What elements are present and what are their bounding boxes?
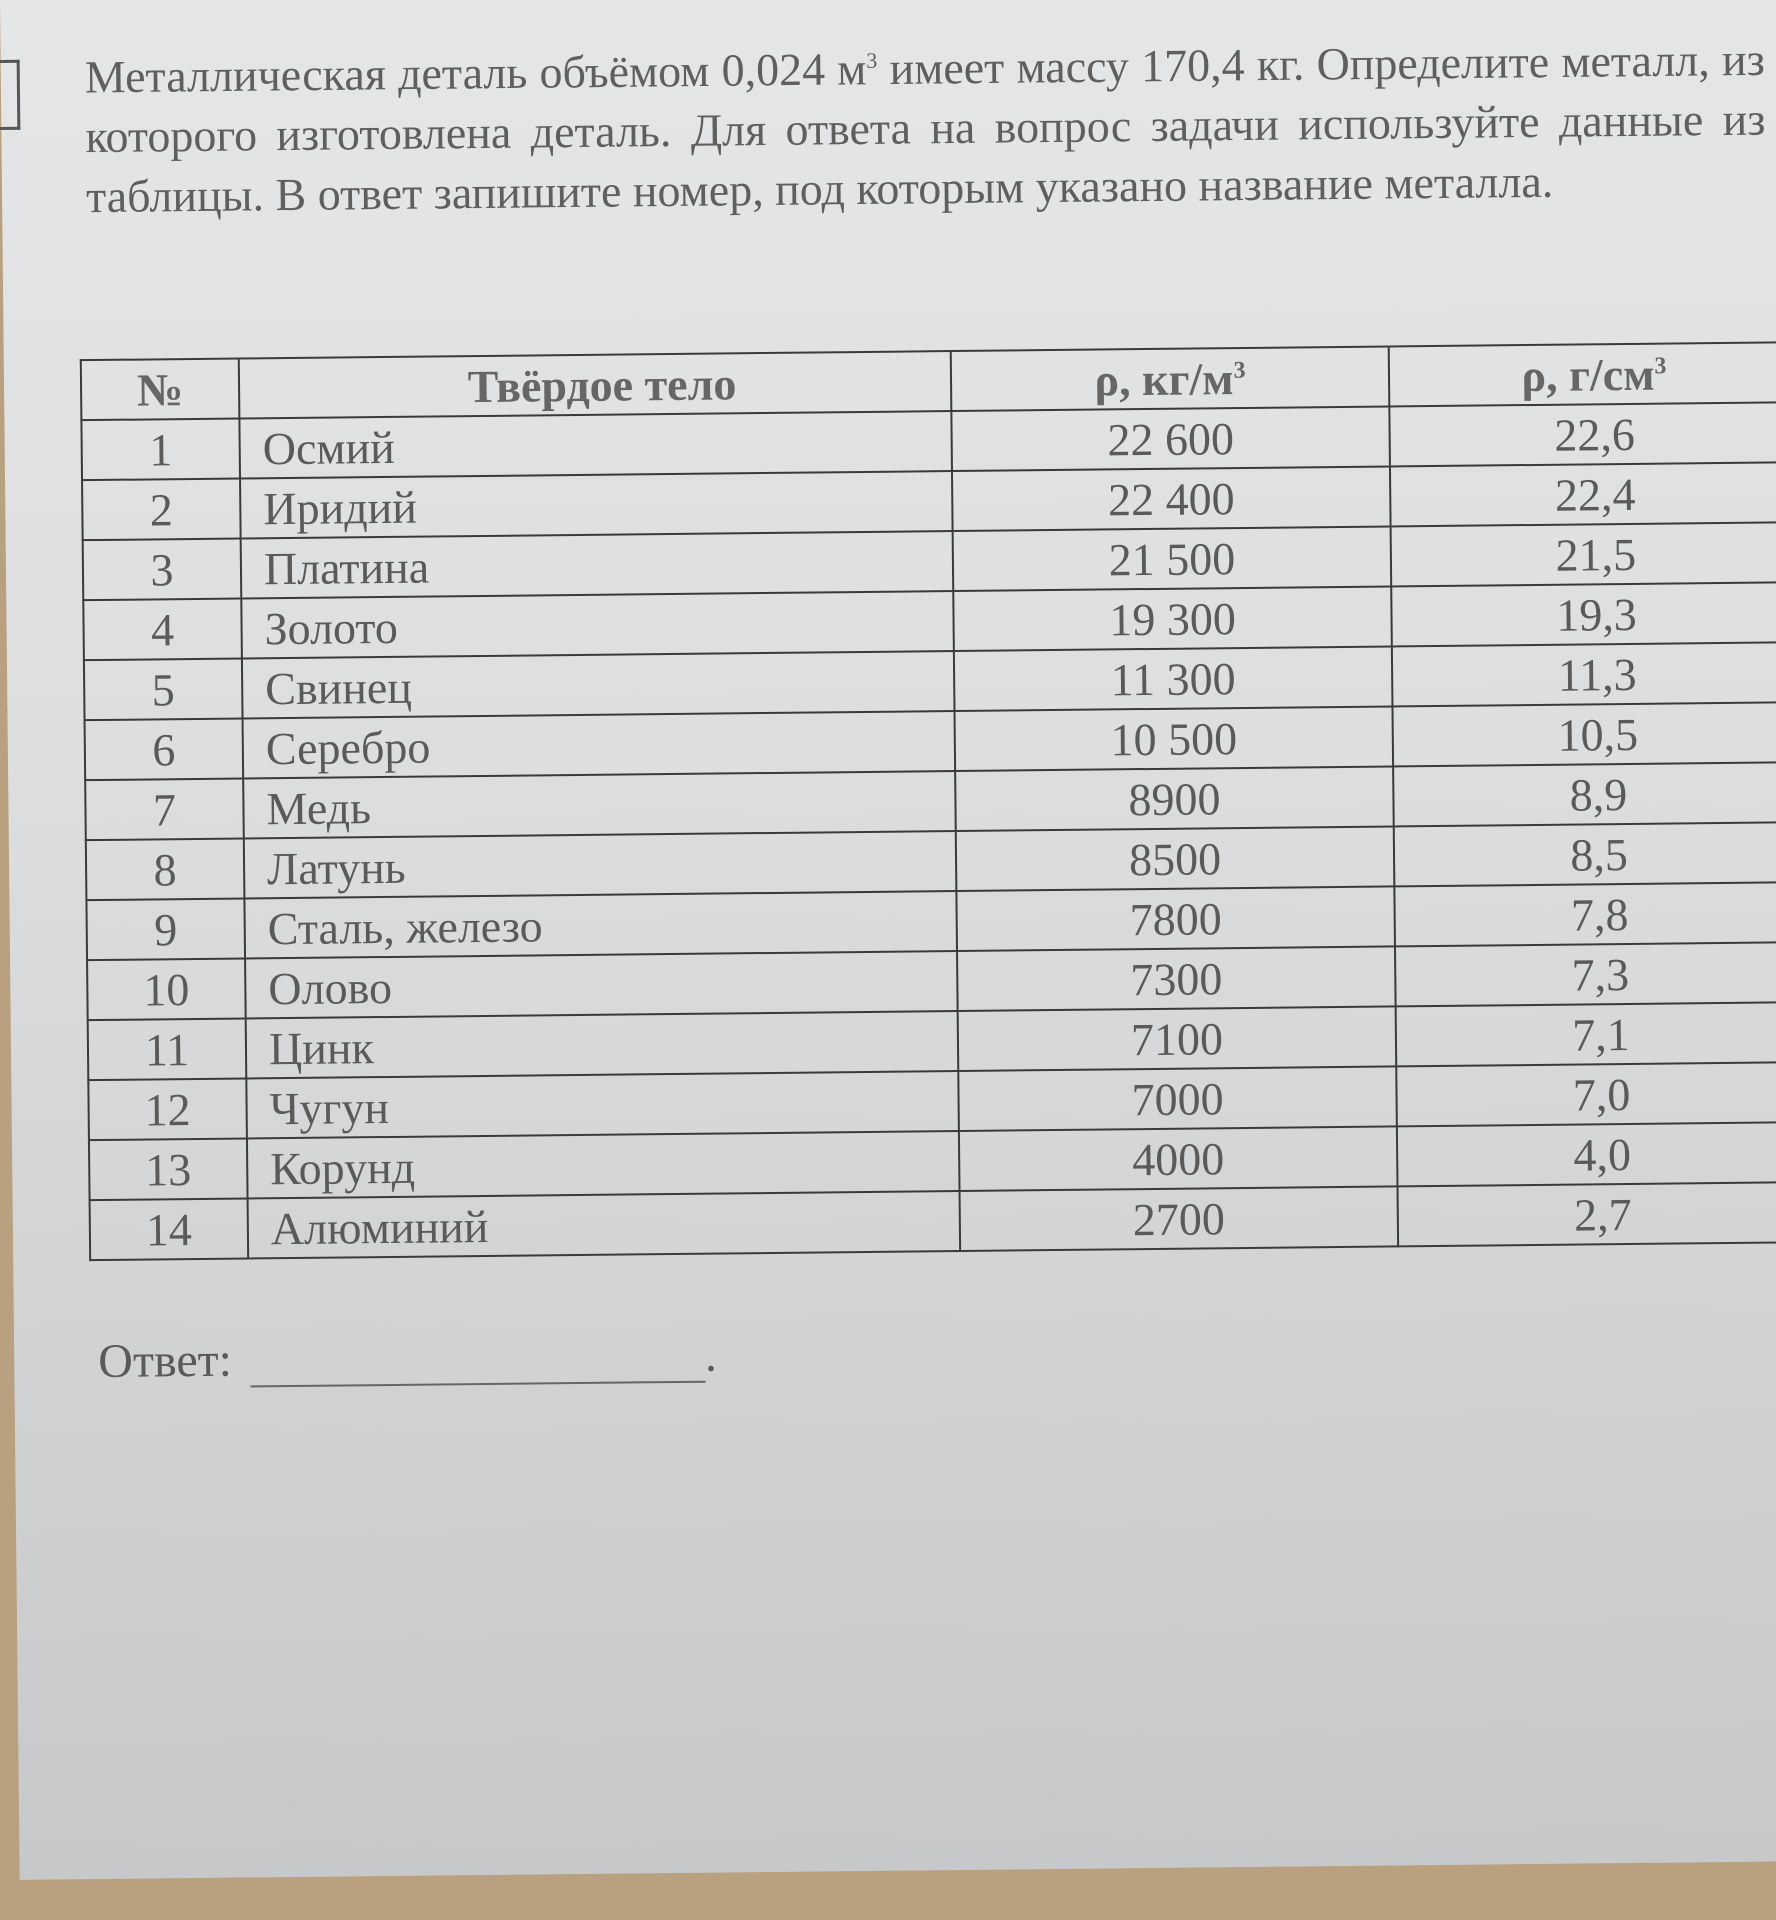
row-solid-name: Чугун bbox=[246, 1071, 959, 1138]
row-density-kg: 22 600 bbox=[951, 406, 1390, 471]
problem-statement bbox=[84, 22, 1766, 228]
header-density-kg bbox=[951, 346, 1390, 411]
row-density-g: 19,3 bbox=[1391, 582, 1776, 646]
answer-area bbox=[98, 1328, 717, 1389]
row-density-kg: 10 500 bbox=[954, 706, 1393, 771]
density-table bbox=[80, 341, 1776, 1261]
row-density-kg: 8900 bbox=[955, 766, 1394, 831]
row-solid-name: Алюминий bbox=[248, 1191, 961, 1258]
row-number: 13 bbox=[89, 1138, 248, 1200]
row-density-g: 2,7 bbox=[1398, 1182, 1776, 1246]
row-solid-name: Корунд bbox=[247, 1131, 960, 1198]
row-number: 14 bbox=[90, 1198, 249, 1260]
row-number: 3 bbox=[83, 539, 242, 601]
row-solid-name: Цинк bbox=[246, 1011, 959, 1078]
row-solid-name: Иридий bbox=[240, 471, 953, 538]
header-density-g-label: ρ, г/см bbox=[1521, 348, 1655, 401]
row-density-kg: 7300 bbox=[957, 946, 1396, 1011]
problem-text-start: Металлическая деталь объёмом 0,024 м bbox=[84, 43, 867, 103]
row-density-kg: 19 300 bbox=[953, 586, 1392, 651]
row-density-g: 21,5 bbox=[1391, 522, 1776, 586]
row-density-kg: 22 400 bbox=[952, 466, 1391, 531]
row-density-g: 7,3 bbox=[1395, 942, 1776, 1006]
header-density-kg-exponent: 3 bbox=[1233, 357, 1246, 384]
problem-text-rest: имеет массу 170,4 кг. Определите металл, из которого изготовлена деталь. Для ответа на вопрос задачи используйте данные из таблицы. В ответ запишите номер, под которым указано название металла. bbox=[85, 33, 1766, 223]
table-body bbox=[81, 402, 1776, 1260]
row-density-kg: 7000 bbox=[958, 1066, 1397, 1131]
row-density-g: 10,5 bbox=[1392, 702, 1776, 766]
row-number: 12 bbox=[88, 1078, 247, 1140]
row-solid-name: Свинец bbox=[242, 651, 955, 718]
row-density-kg: 7100 bbox=[958, 1006, 1397, 1071]
answer-blank-line[interactable] bbox=[250, 1345, 705, 1388]
row-density-kg: 21 500 bbox=[953, 526, 1392, 591]
answer-label: Ответ: bbox=[97, 1333, 233, 1389]
row-density-g: 7,0 bbox=[1396, 1062, 1776, 1126]
row-density-kg: 2700 bbox=[960, 1186, 1399, 1251]
row-density-g: 4,0 bbox=[1397, 1122, 1776, 1186]
row-density-kg: 8500 bbox=[956, 826, 1395, 891]
row-solid-name: Медь bbox=[243, 771, 956, 838]
row-density-g: 7,8 bbox=[1394, 882, 1776, 946]
task-number-box bbox=[0, 60, 20, 130]
row-number: 9 bbox=[86, 898, 245, 960]
row-density-kg: 7800 bbox=[956, 886, 1395, 951]
row-density-g: 8,5 bbox=[1394, 822, 1776, 886]
row-number: 1 bbox=[81, 419, 240, 481]
row-number: 8 bbox=[86, 838, 245, 900]
header-density-kg-label: ρ, кг/м bbox=[1094, 352, 1234, 406]
header-solid: Твёрдое тело bbox=[239, 351, 952, 418]
row-number: 4 bbox=[83, 599, 242, 661]
header-number: № bbox=[81, 359, 240, 421]
row-density-g: 22,4 bbox=[1390, 462, 1776, 526]
row-solid-name: Латунь bbox=[244, 831, 957, 898]
row-density-kg: 11 300 bbox=[954, 646, 1393, 711]
row-solid-name: Осмий bbox=[239, 411, 952, 478]
row-solid-name: Золото bbox=[241, 591, 954, 658]
header-density-g-exponent: 3 bbox=[1654, 352, 1667, 379]
row-density-g: 11,3 bbox=[1392, 642, 1776, 706]
row-number: 7 bbox=[85, 778, 244, 840]
row-density-g: 7,1 bbox=[1396, 1002, 1776, 1066]
row-density-g: 8,9 bbox=[1393, 762, 1776, 826]
problem-exponent: 3 bbox=[866, 47, 878, 73]
row-density-g: 22,6 bbox=[1389, 402, 1776, 466]
row-number: 2 bbox=[82, 479, 241, 541]
row-number: 11 bbox=[88, 1018, 247, 1080]
row-number: 6 bbox=[85, 718, 244, 780]
row-solid-name: Сталь, железо bbox=[244, 891, 957, 958]
header-density-g bbox=[1389, 342, 1776, 406]
answer-end: . bbox=[704, 1328, 718, 1382]
row-number: 10 bbox=[87, 958, 246, 1020]
row-solid-name: Олово bbox=[245, 951, 958, 1018]
row-number: 5 bbox=[84, 659, 243, 721]
row-solid-name: Платина bbox=[241, 531, 954, 598]
row-solid-name: Серебро bbox=[243, 711, 956, 778]
row-density-kg: 4000 bbox=[959, 1126, 1398, 1191]
